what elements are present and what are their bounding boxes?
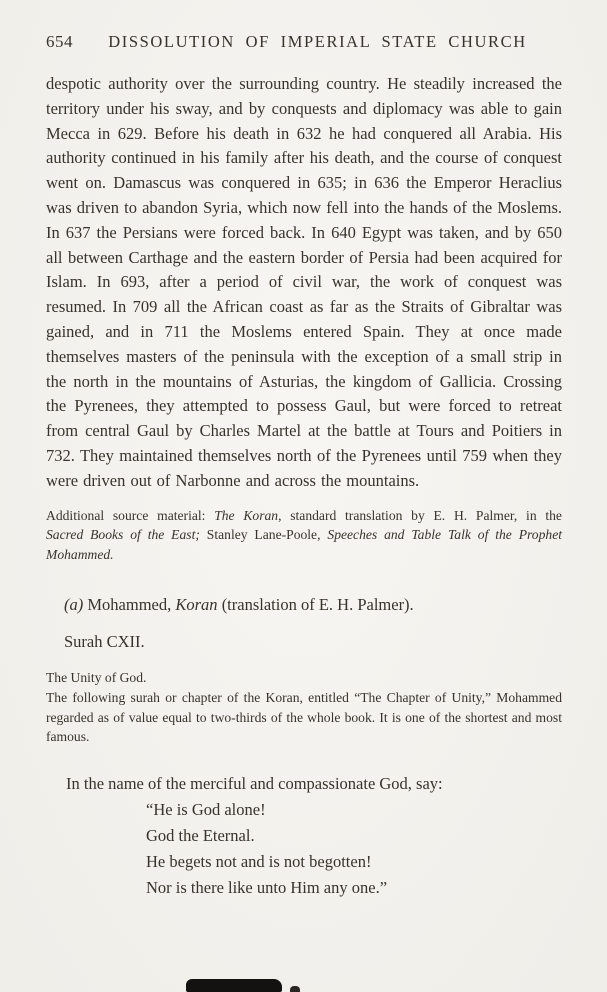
quote-line: God the Eternal. (146, 825, 255, 845)
section-a-heading: (a) Mohammed, Koran (translation of E. H. Palmer). (64, 595, 414, 615)
quote-lead: In the name of the merciful and compassionate God, say: (66, 773, 443, 793)
main-paragraph: despotic authority over the surrounding country. He steadily increased the territory under his sway, and by conquests and diplomacy was able to gain Mecca in 629. Before his death in 632 he had conquered all Arabia. His authority continued in his family after his death, and the course of conquest went on. Damascus was conquered in 635; in 636 the Emperor Heraclius was driven to abandon Syria, which now fell into the hands of the Moslems. In 637 the Persians were forced back. In 640 Egypt was taken, and by 650 all between Carthage and the eastern border of Persia had been acquired for Islam. In 693, after a period of civil war, the work of conquest was resumed. In 709 all the African coast as far as the Straits of Gibraltar was gained, and in 711 the Moslems entered Spain. They at once made themselves masters of the peninsula with the exception of a small strip in the north in the mountains of Asturias, the kingdom of Gallicia. Crossing the Pyrenees, they attempted to possess Gaul, but were forced to retreat from central Gaul by Charles Martel at the battle at Tours and Poitiers in 732. They maintained themselves north of the Pyrenees until 759 when they were driven out of Narbonne and across the mountains. (46, 74, 562, 490)
quote-line: He begets not and is not begotten! (146, 851, 372, 871)
page-number: 654 (46, 32, 73, 51)
surah-heading: Surah CXII. (64, 632, 145, 652)
quote-line: “He is God alone! (146, 799, 266, 819)
quote-line: Nor is there like unto Him any one.” (146, 877, 388, 897)
source-note: Additional source material: The Koran, standard translation by E. H. Palmer, in the Sacred Books of the East; Stanley Lane-Poole, Speeches and Table Talk of the Prophet Mohammed. (46, 507, 563, 562)
scan-artifact (186, 979, 282, 992)
unity-note-title: The Unity of God. (46, 670, 147, 686)
running-title: DISSOLUTION OF IMPERIAL STATE CHURCH (108, 32, 527, 51)
unity-note-body: The following surah or chapter of the Koran, entitled “The Chapter of Unity,” Mohammed regarded as of value equal to two-thirds of the whole book. It is one of the shortest and most famous. (46, 689, 562, 745)
running-header (46, 32, 562, 52)
quote-block (146, 797, 562, 901)
